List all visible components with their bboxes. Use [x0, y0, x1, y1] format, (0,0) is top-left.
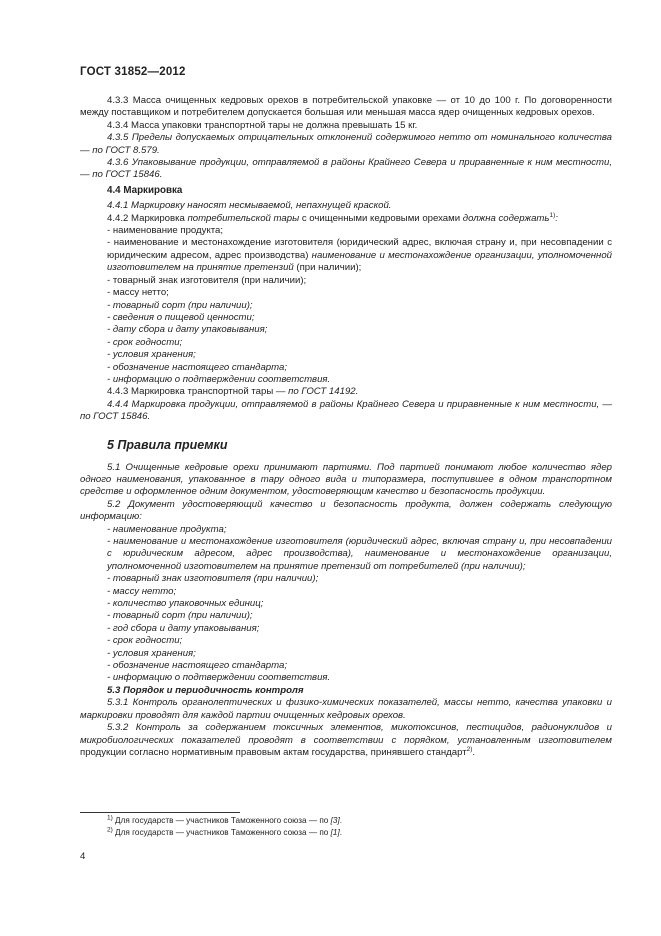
section-4-4-heading: 4.4 Маркировка — [107, 184, 183, 196]
list-item: - обозначение настоящего стандарта; — [107, 361, 287, 373]
clause-4-4-2-part-a: 4.4.2 Маркировка — [107, 212, 188, 224]
list-item: - срок годности; — [107, 635, 183, 647]
clause-4-3-6: 4.3.6 Упаковывание продукции, отправляемой в районы Крайнего Севера и приравненные к ним местности, — по ГОСТ 15846. — [80, 157, 612, 181]
section-5-heading: 5 Правила приемки — [107, 437, 228, 452]
list-item: - наименование продукта; — [107, 523, 227, 535]
list-item-italic-tail: наименование и местонахождение организации, уполномоченной изготовителем на принятие претензий — [107, 249, 613, 274]
footnote-reference: [1] — [330, 828, 340, 837]
list-item: - наименование и местонахождение изготовителя (юридический адрес, включая страну и, при несовпадении с юридическим адресом, адрес производства), наименование и местонахождение организации, уполномоченной изготовителем на принятие претензий от потребителей (при наличии); — [107, 536, 612, 572]
list-item: - массу нетто; — [107, 585, 177, 597]
footnote-2 — [80, 828, 612, 838]
clause-4-4-4: 4.4.4 Маркировка продукции, отправляемой в районы Крайнего Севера и приравненные к ним местности, — по ГОСТ 15846. — [80, 398, 612, 423]
footnote-divider — [80, 812, 240, 813]
list-item-lead: - наименование и местонахождение изготовителя (юридический адрес, включая страну и, при несовпадении с юридическим адресом, адрес производства) — [107, 237, 612, 261]
clause-4-4-2 — [80, 213, 612, 225]
footnote-ref-2: 2) — [466, 745, 473, 753]
footnote-text: Для государств — участников Таможенного союза — по — [112, 828, 331, 837]
footnote-text: Для государств — участников Таможенного союза — по — [112, 816, 331, 825]
clause-5-2: 5.2 Документ удостоверяющий качество и безопасность продукта, должен содержать следующую информацию: — [80, 498, 612, 523]
footnote-reference: [3] — [330, 816, 340, 825]
clause-5-3-1: 5.3.1 Контроль органолептических и физико-химических показателей, массы нетто, качества упаковки и маркировки проводят для каждой партии очищенных кедровых орехов. — [80, 697, 612, 721]
clause-5-3-2-part-b: продукции согласно нормативным правовым актам государства, принявшего стандарт — [80, 746, 467, 758]
clause-5-3-2-part-a: 5.3.2 Контроль за содержанием токсичных элементов, микотоксинов, пестицидов, радионуклидов и микробиологических показателей проводят в соответствии с порядком, установленным изготовителем — [80, 722, 612, 746]
list-item: - дату сбора и дату упаковывания; — [107, 324, 268, 336]
list-item: - товарный сорт (при наличии); — [107, 299, 253, 311]
clause-4-4-2-part-c: с очищенными кедровыми орехами — [299, 212, 463, 224]
footnote-mark: 2) — [107, 826, 113, 834]
footnote-ref-1: 1) — [549, 211, 556, 219]
clause-4-4-3-part-a: 4.4.3 Маркировка транспортной тары — — [107, 386, 289, 398]
clause-4-4-1: 4.4.1 Маркировку наносят несмываемой, непахнущей краской. — [107, 200, 392, 212]
list-item: - год сбора и дату упаковывания; — [107, 622, 260, 634]
clause-4-4-3-part-b: по ГОСТ 14192. — [288, 386, 359, 398]
clause-5-1: 5.1 Очищенные кедровые орехи принимают партиями. Под партией понимают любое количество ядер одного наименования, упакованное в тару одного вида и типоразмера, поступившее в одном транспортном средстве и оформленное одним документом, удостоверяющим качество и безопасность продукции. — [80, 461, 612, 498]
list-item: - срок годности; — [107, 336, 183, 348]
list-item: - условия хранения; — [107, 647, 196, 659]
clause-4-3-4: 4.3.4 Масса упаковки транспортной тары не должна превышать 15 кг. — [107, 119, 418, 131]
document-body — [80, 95, 612, 759]
clause-4-3-3: 4.3.3 Масса очищенных кедровых орехов в потребительской упаковке — от 10 до 100 г. По договоренности между поставщиком и потребителем допускается большая или меньшая масса ядер очищенных кедровых орехов. — [80, 95, 612, 119]
list-item: - сведения о пищевой ценности; — [107, 311, 255, 323]
subsection-5-3-heading: 5.3 Порядок и периодичность контроля — [107, 684, 304, 696]
list-item: - товарный сорт (при наличии); — [107, 610, 253, 622]
list-item — [80, 237, 612, 274]
clause-4-4-2-part-d: должна содержать — [462, 212, 550, 224]
list-item: - наименование продукта; — [107, 225, 224, 237]
footnote-1 — [80, 816, 612, 826]
list-item: - условия хранения; — [107, 349, 196, 361]
document-header: ГОСТ 31852—2012 — [80, 66, 186, 78]
list-item: - информацию о подтверждении соответствия. — [107, 373, 331, 385]
clause-5-3-2-end: . — [472, 746, 476, 758]
clause-4-3-5: 4.3.5 Пределы допускаемых отрицательных отклонений содержимого нетто от номинального количества — по ГОСТ 8.579. — [80, 132, 612, 156]
list-item: - информацию о подтверждении соответствия. — [107, 672, 331, 684]
list-item: - товарный знак изготовителя (при наличии); — [107, 274, 307, 286]
list-item: - количество упаковочных единиц; — [107, 598, 264, 610]
list-item-end: (при наличии); — [293, 262, 362, 274]
footnote-end: . — [339, 828, 342, 837]
list-item: - товарный знак изготовителя (при наличии); — [107, 573, 319, 585]
footnote-end: . — [339, 816, 342, 825]
list-item: - обозначение настоящего стандарта; — [107, 660, 287, 672]
page-number: 4 — [80, 851, 86, 862]
clause-5-3-2 — [80, 722, 612, 759]
clause-4-4-2-part-e: : — [555, 212, 558, 224]
footnote-mark: 1) — [107, 814, 113, 822]
clause-4-4-3 — [80, 386, 612, 398]
list-item: - массу нетто; — [107, 287, 169, 299]
clause-4-4-2-part-b: потребительской тары — [187, 212, 300, 224]
